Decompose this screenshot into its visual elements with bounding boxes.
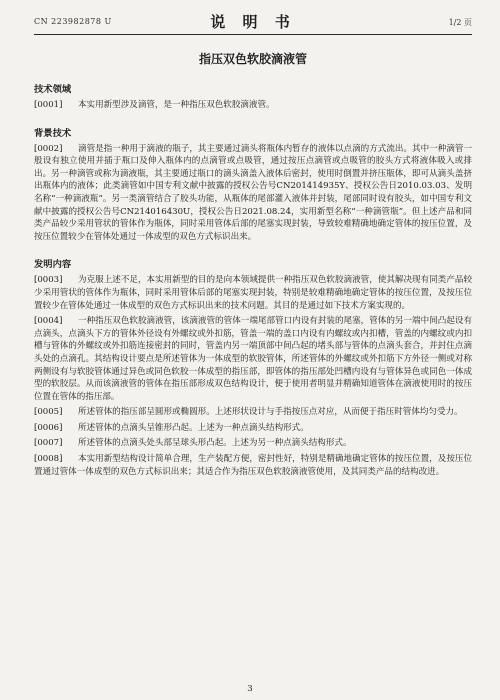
- paragraph-text: 为克服上述不足，本实用新型的目的是向本领域提供一种指压双色软胶滴液管，使其解决现有同类产品较少采用管状的管体作为瓶体，同时采用管体后部的尾塞实现封装，特别是较难精确地确定管体的按压位置，及按压位置较少在管体处通过一体成型的双色方式标识出来的技术问题。其目的是通过如下技术方案实现的。: [34, 275, 472, 311]
- paragraph-number: [0005]: [34, 407, 63, 418]
- document-type: 说 明 书: [210, 13, 296, 31]
- paragraph-number: [0006]: [34, 422, 63, 433]
- paragraph-text: 所述管体的点滴头呈锥形凸起。上述为一种点滴头结构形式。: [78, 422, 309, 433]
- paragraph-text: 本实用新型结构设计简单合理，生产装配方便，密封性好，特别是精确地确定管体的按压位置，及按压位置通过管体一体成型的双色方式标识出来；其适合作为指压双色软胶滴液管使用，及其同类产品的结构改进。: [34, 454, 472, 477]
- paragraph-0004: [34, 315, 472, 403]
- paragraph-text: 一种指压双色软胶滴液管，该滴液管的管体一端尾部管口内设有封装的尾塞，管体的另一端中间凸起设有点滴头，点滴头下方的管体外径设有外螺纹或外扣筋，管盖一端的盖口内设有内螺纹或内扣槽，管盖的内螺纹或内扣槽与管体的外螺纹或外扣筋连接密封的同时，管盖内另一端顶部中间凸起的堵头部与管体的点滴头套合，并封住点滴头处的点滴孔。其结构设计要点是所述管体为一体成型的软胶管体，所述管体的外螺纹或外扣筋下方外径一侧或对称两侧设有与软胶管体通过异色或同色软胶一体成型的指压部，即管体的指压部处凹槽内设有与管体异色或同色一体成型的软胶层。从而该滴液管的管体在指压部形成双色结构设计，便于使用者明显并精确知道管体在滴液使用时的按压位置在管体的指压部。: [34, 316, 472, 402]
- section-heading-background: 背景技术: [34, 127, 72, 139]
- paragraph-number: [0002]: [34, 143, 63, 154]
- paragraph-number: [0001]: [34, 100, 63, 110]
- paragraph-0006: [34, 422, 472, 435]
- section-heading-technical-field: 技术领域: [34, 84, 72, 95]
- paragraph-0002: [34, 143, 472, 244]
- paragraph-number: [0007]: [34, 438, 63, 449]
- page-indicator: 1/2 页: [448, 18, 472, 27]
- patent-number: CN 223982878 U: [34, 17, 112, 26]
- section-heading-summary: 发明内容: [34, 259, 72, 271]
- paragraph-text: 所述管体的指压部呈圆形或椭圆形。上述形状设计与手指按压点对应，从而便于指压时管体均匀受力。: [78, 407, 463, 418]
- paragraph-number: [0003]: [34, 275, 63, 286]
- document-title: 指压双色软胶滴液管: [198, 52, 307, 66]
- paragraph-0001: [34, 99, 472, 112]
- paragraph-0008: [34, 453, 472, 478]
- page-number: 3: [247, 684, 253, 694]
- paragraph-text: 所述管体的点滴头处头部呈球头形凸起。上述为另一种点滴头结构形式。: [78, 438, 352, 449]
- paragraph-number: [0004]: [34, 316, 63, 327]
- paragraph-0007: [34, 437, 472, 450]
- paragraph-0003: [34, 274, 472, 312]
- paragraph-text: 本实用新型涉及滴管，是一种指压双色软胶滴液管。: [78, 100, 275, 110]
- page-header: [34, 8, 472, 35]
- paragraph-number: [0008]: [34, 454, 63, 465]
- paragraph-text: 滴管是指一种用于滴液的瓶子，其主要通过滴头将瓶体内暂存的液体以点滴的方式流出。其中一种滴管一般设有独立使用并插于瓶口及伸入瓶体内的点滴管或点吸管，通过按压点滴管或点吸管的胶头方式将液体吸入或排出。另一种滴管或称为滴液瓶，其主要通过瓶口的滴头滴盖入液体后密封，使用时倒置并挤压瓶体，即可从滴头盖挤出瓶体内的液体；此类滴管如中国专利文献中披露的授权公告号CN201414935Y、授权公告日2010.03.03、发明名称“一种滴液瓶”。另一类滴管结合了胶头功能，从瓶体的尾部灌入液体并封装，尾部同时设有胶头，如中国专利文献中披露的授权公告号CN214016430U，授权公告日2021.08.24，实用新型名称“一种滴管瓶”。但上述产品和同类产品较少采用管状的管体作为瓶体，同时采用管体后部的尾塞实现封装，导致较难精确地确定管体的按压位置，及按压位置较少在管体处通过一体成型的双色方式标识出来。: [34, 143, 472, 242]
- paragraph-0005: [34, 406, 472, 419]
